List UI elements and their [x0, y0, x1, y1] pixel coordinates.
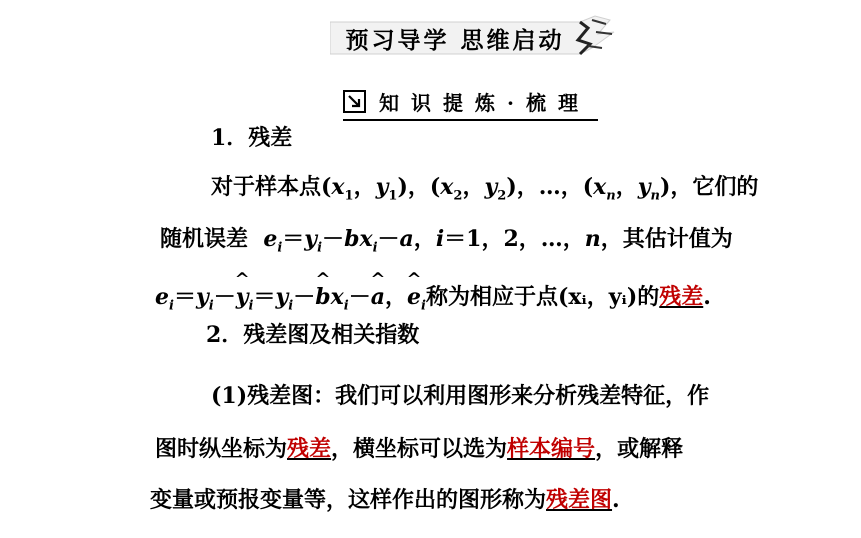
section2-p1-line2 — [155, 432, 683, 463]
subheading-text: 知识提炼·梳理 — [379, 91, 590, 115]
term-residual-2: 残差 — [287, 436, 332, 462]
banner-title: 预习导学 思维启动 — [345, 28, 565, 54]
section2-p1-line1: (1)残差图：我们可以利用图形来分析残差特征，作 — [211, 383, 710, 409]
line3-text-end: . — [612, 487, 620, 513]
arrow-down-right-icon — [343, 90, 366, 113]
section2-heading: 2．残差图及相关指数 — [206, 322, 420, 348]
section-banner — [330, 14, 610, 60]
line2-text-a: 图时纵坐标为 — [155, 436, 288, 462]
section1-line3-end: . — [703, 284, 711, 310]
term-residual: 残差 — [659, 284, 704, 310]
section1-line3-prefix: 称为相应于点(xᵢ，yᵢ)的 — [425, 284, 660, 310]
line2-text-b: ，横坐标可以选为 — [331, 436, 508, 462]
subheading-underline — [343, 119, 598, 121]
section1-line3: $e_i=y_i-\^{}$ $y_i=y_i-\^{}$ $bx_i-\^{}$ a，^ $e_i$称为相应于点(xᵢ，yᵢ)的残差. — [155, 280, 711, 313]
section1-line2: 随机误差 $e_i=y_i-bx_i-a$，i＝1，2，…，n，其估计值为 — [160, 226, 733, 256]
line2-text-c: ，或解释 — [595, 436, 684, 462]
section1-heading: 1．残差 — [211, 125, 293, 151]
line3-text-a: 变量或预报变量等，这样作出的图形称为 — [150, 487, 547, 513]
knowledge-subheading — [343, 87, 598, 123]
term-residual-plot: 残差图 — [546, 487, 613, 513]
term-sample-number: 样本编号 — [507, 436, 596, 462]
section1-line1: 对于样本点($x_1$，$y_1$)，($x_2$，$y_2$)，…，($x_n$，$y_n$)，它们的 — [211, 174, 759, 204]
section2-p1-line3 — [150, 483, 620, 514]
